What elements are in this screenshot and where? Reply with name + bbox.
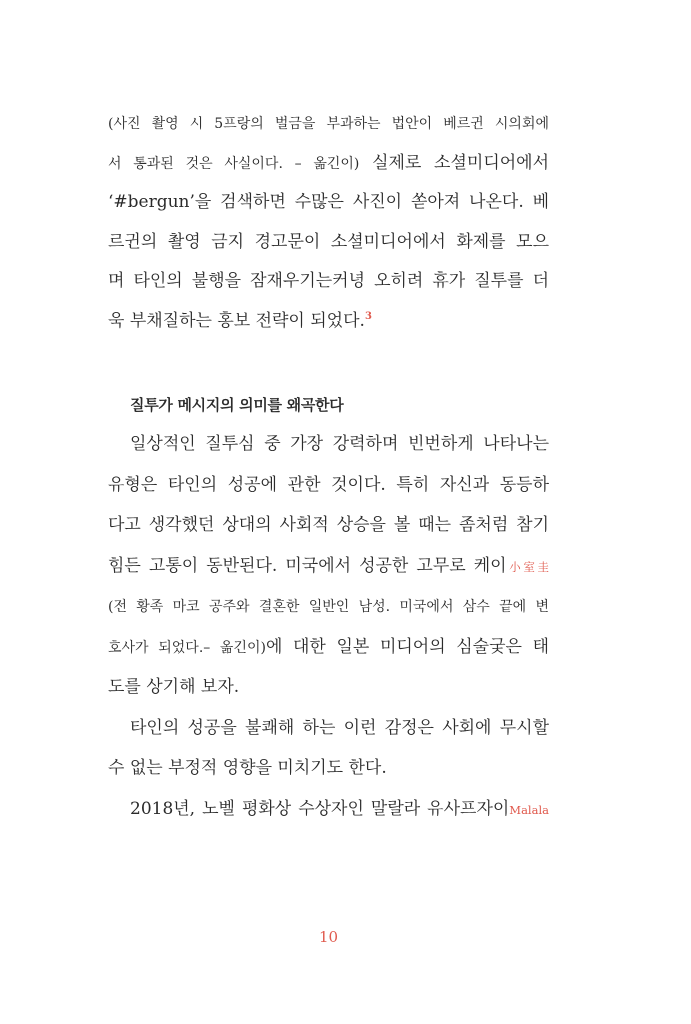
text-line <box>108 586 549 627</box>
body-text: 2018년, 노벨 평화상 수상자인 말랄라 유사프자이 <box>130 798 510 819</box>
page-number: 10 <box>318 928 339 946</box>
body-text: 르귄의 촬영 금지 경고문이 소셜미디어에서 화제를 모으 <box>108 231 549 252</box>
body-column <box>108 424 549 829</box>
translator-note: 서 통과된 것은 사실이다. – 옮긴이) <box>108 155 360 172</box>
text-line <box>108 667 549 708</box>
text-line <box>108 708 549 749</box>
text-line <box>108 223 549 263</box>
text-line <box>108 748 549 789</box>
paragraph <box>108 789 549 830</box>
body-text: 수 없는 부정적 영향을 미치기도 한다. <box>108 758 387 778</box>
body-text: 며 타인의 불행을 잠재우기는커녕 오히려 휴가 질투를 더 <box>108 271 549 292</box>
body-text: 타인의 성공을 불쾌해 하는 이런 감정은 사회에 무시할 <box>130 717 549 738</box>
paragraph <box>108 424 549 708</box>
body-text: 일상적인 질투심 중 가장 강력하며 빈번하게 나타나는 <box>130 434 549 454</box>
text-line <box>108 546 549 587</box>
paragraph <box>108 708 549 789</box>
original-term: 小室圭 <box>506 559 549 574</box>
body-text: 에 대한 일본 미디어의 심술궂은 태 <box>265 636 549 657</box>
original-term: Malala <box>509 802 549 817</box>
text-line <box>108 144 549 184</box>
body-text: 유형은 타인의 성공에 관한 것이다. 특히 자신과 동등하 <box>108 474 549 495</box>
footnote-marker: 3 <box>364 310 372 322</box>
body-text: 욱 부채질하는 홍보 전략이 되었다. <box>108 310 365 331</box>
translator-note: 호사가 되었다.– 옮긴이) <box>108 639 266 656</box>
section-heading: 질투가 메시지의 의미를 왜곡한다 <box>130 396 344 414</box>
paragraph <box>108 104 549 342</box>
text-line <box>108 465 549 506</box>
body-text: ‘#bergun’을 검색하면 수많은 사진이 쏟아져 나온다. 베 <box>108 192 549 213</box>
text-line <box>108 424 549 465</box>
translator-note: (전 황족 마코 공주와 결혼한 일반인 남성. 미국에서 삼수 끝에 변 <box>108 599 549 615</box>
translator-note: (사진 촬영 시 5프랑의 벌금을 부과하는 법안이 베르귄 시의회에 <box>108 116 549 132</box>
body-text: 실제로 소셜미디어에서 <box>359 152 550 173</box>
body-text: 다고 생각했던 상대의 사회적 상승을 볼 때는 좀처럼 참기 <box>108 515 549 535</box>
body-text: 도를 상기해 보자. <box>108 677 240 697</box>
text-line <box>108 789 549 830</box>
section-heading-block <box>108 385 549 425</box>
text-line <box>108 262 549 302</box>
body-text: 힘든 고통이 동반된다. 미국에서 성공한 고무로 케이 <box>108 555 507 576</box>
text-line <box>108 505 549 546</box>
text-line <box>108 104 549 144</box>
text-line <box>108 302 549 342</box>
text-line <box>108 183 549 223</box>
text-line <box>108 627 549 668</box>
